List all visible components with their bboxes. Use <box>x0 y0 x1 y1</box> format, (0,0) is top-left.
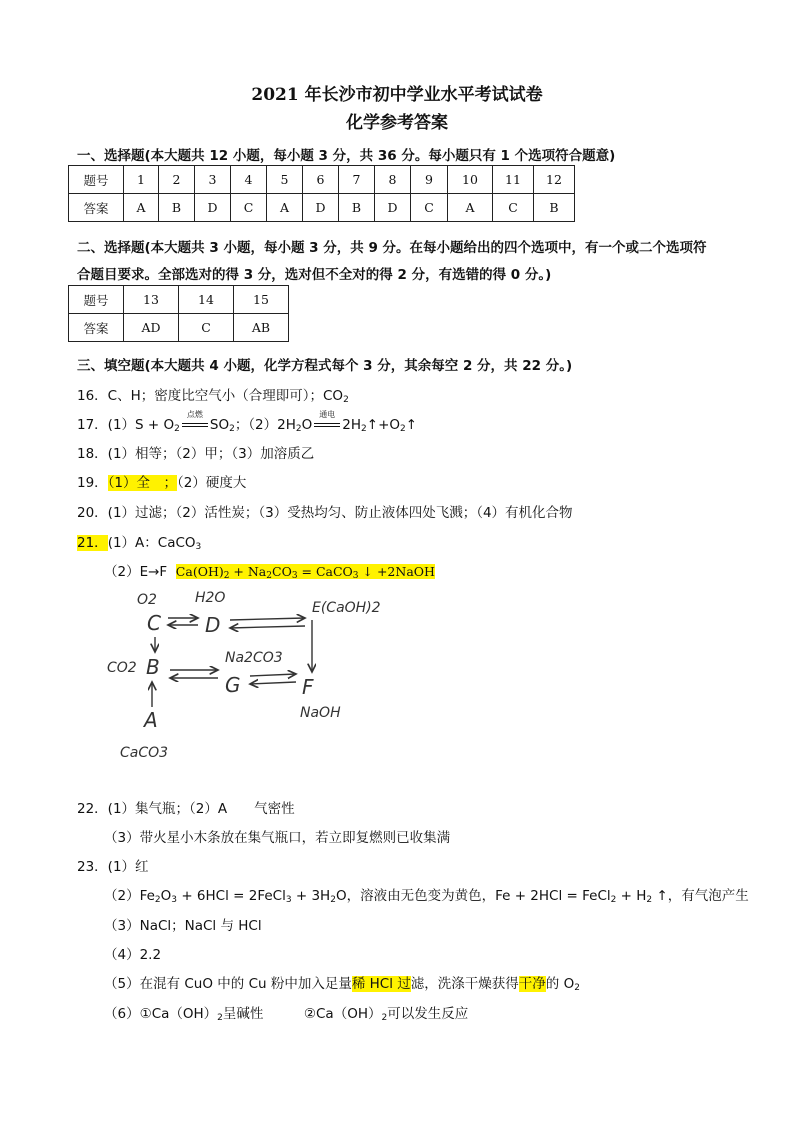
highlight: 干净 <box>518 976 546 992</box>
question-number: 4 <box>231 166 267 194</box>
answer-18: 18．(1）相等；（2）甲；（3）加溶质乙 <box>77 446 315 462</box>
answer-cell: C <box>231 194 267 222</box>
label-f: F <box>302 675 314 699</box>
answer-19: 19．（1）全 ；（2）硬度大 <box>77 475 247 491</box>
answer-cell: A <box>124 194 159 222</box>
equation-highlight: $Ca(OH)_2 + Na_2CO_3$ = CaCO$_3$ ↓ +2NaOH <box>175 564 435 581</box>
exam-title: 2021 年长沙市初中学业水平考试试卷 <box>251 85 543 105</box>
question-number: 13 <box>124 286 179 314</box>
table-row <box>69 194 575 222</box>
answer-23-line-6: $(6)①Ca(OH)_2$呈碱性 $②Ca(OH)_2$可以发生反应 <box>104 1006 469 1023</box>
section-2-heading-line-1: 二、选择题(本大题共 3 小题，每小题 3 分，共 9 分。在每小题给出的四个选项中，有一个或二个选项符 <box>77 240 707 256</box>
label-caco3: CaCO3 <box>120 745 169 761</box>
answer-21-part-1: 21．(1）A：CaCO$_3$ <box>77 535 202 552</box>
reaction-condition: 通电 <box>312 417 342 433</box>
label-co2: CO2 <box>107 660 137 676</box>
question-number: 8 <box>375 166 411 194</box>
arrow <box>230 618 305 620</box>
answer-23-line-3: （3）NaCl；NaCl 与 HCl <box>104 918 262 934</box>
arrow <box>230 626 305 628</box>
row-label: 题号 <box>69 166 124 194</box>
answer-cell: C <box>411 194 448 222</box>
question-number: 11 <box>493 166 534 194</box>
answer-cell: AD <box>124 314 179 342</box>
label-h2o: H2O <box>195 590 226 606</box>
question-number: 10 <box>448 166 493 194</box>
answer-22-line-1: 22．(1）集气瓶；（2）A 气密性 <box>77 801 295 817</box>
arrow <box>250 682 296 684</box>
label-na2co3: Na2CO3 <box>225 650 283 666</box>
answer-cell: D <box>195 194 231 222</box>
answer-table-2 <box>68 285 289 342</box>
answer-table-1 <box>68 165 575 222</box>
answer-17: 17．$(1)S + O_2$ 点燃 $SO_2$；$(2)2H_2O$ 通电 $2H_2↑+O_2↑$ <box>77 410 418 434</box>
question-number: 3 <box>195 166 231 194</box>
answer-cell: A <box>448 194 493 222</box>
answer-cell: B <box>534 194 575 222</box>
answer-23-line-5: （5）在混有 CuO 中的 Cu 粉中加入足量稀 HCl 过滤，洗涤干燥获得干净的 $O_2$ <box>104 976 580 993</box>
row-label: 答案 <box>69 194 124 222</box>
label-g: G <box>225 673 241 697</box>
highlight: （1）全 ； <box>107 475 178 491</box>
answer-23-line-2: $(2)Fe_2O_3 + 6HCl$ = 2FeCl$_3$ + $3H_2O$，溶液由无色变为黄色，Fe + 2HCl = FeCl$_2$ + $H_2$ ↑，有气泡产生 <box>104 888 749 905</box>
question-number: 7 <box>339 166 375 194</box>
answer-cell: B <box>159 194 195 222</box>
reaction-condition: 点燃 <box>180 417 210 433</box>
answer-cell: D <box>375 194 411 222</box>
answer-subtitle: 化学参考答案 <box>346 113 448 133</box>
answer-20: 20．(1）过滤；（2）活性炭；（3）受热均匀、防止液体四处飞溅；（4）有机化合物 <box>77 505 573 521</box>
row-label: 题号 <box>69 286 124 314</box>
question-number: 12 <box>534 166 575 194</box>
answer-22-line-2: （3）带火星小木条放在集气瓶口，若立即复燃则已收集满 <box>104 830 451 846</box>
answer-cell: D <box>303 194 339 222</box>
label-a: A <box>144 708 158 732</box>
section-3-heading: 三、填空题(本大题共 4 小题，化学方程式每个 3 分，其余每空 2 分，共 22 分。) <box>77 358 573 374</box>
label-naoh: NaOH <box>300 705 341 721</box>
table-row <box>69 314 289 342</box>
question-number: 5 <box>267 166 303 194</box>
answer-23-line-1: 23．(1）红 <box>77 859 149 875</box>
question-number: 2 <box>159 166 195 194</box>
highlight: 21． <box>77 535 108 551</box>
answer-16: 16．C、H；密度比空气小（合理即可）；$CO_2$ <box>77 388 349 405</box>
answer-cell: AB <box>234 314 289 342</box>
arrow <box>250 674 296 676</box>
label-b: B <box>146 655 160 679</box>
answer-cell: B <box>339 194 375 222</box>
answer-cell: C <box>179 314 234 342</box>
answer-cell: C <box>493 194 534 222</box>
label-c: C <box>147 611 161 635</box>
table-row <box>69 166 575 194</box>
answer-23-line-4: （4）2.2 <box>104 947 162 963</box>
table-row <box>69 286 289 314</box>
highlight: 稀 HCl 过 <box>351 976 411 992</box>
section-2-heading-line-2: 合题目要求。全部选对的得 3 分，选对但不全对的得 2 分，有选错的得 0 分。) <box>77 267 552 283</box>
row-label: 答案 <box>69 314 124 342</box>
question-number: 1 <box>124 166 159 194</box>
label-d: D <box>205 613 221 637</box>
question-number: 15 <box>234 286 289 314</box>
label-o2: O2 <box>137 592 157 608</box>
question-number: 14 <box>179 286 234 314</box>
question-number: 9 <box>411 166 448 194</box>
handwritten-reaction-diagram <box>100 582 400 782</box>
answer-cell: A <box>267 194 303 222</box>
answer-21-part-2: （2）E→F $Ca(OH)_2 + Na_2CO_3$ = CaCO$_3$ ↓ +2NaOH <box>104 564 435 581</box>
label-e: E(CaOH)2 <box>312 600 381 616</box>
question-number: 6 <box>303 166 339 194</box>
section-1-heading: 一、选择题(本大题共 12 小题，每小题 3 分，共 36 分。每小题只有 1 个选项符合题意) <box>77 148 616 164</box>
